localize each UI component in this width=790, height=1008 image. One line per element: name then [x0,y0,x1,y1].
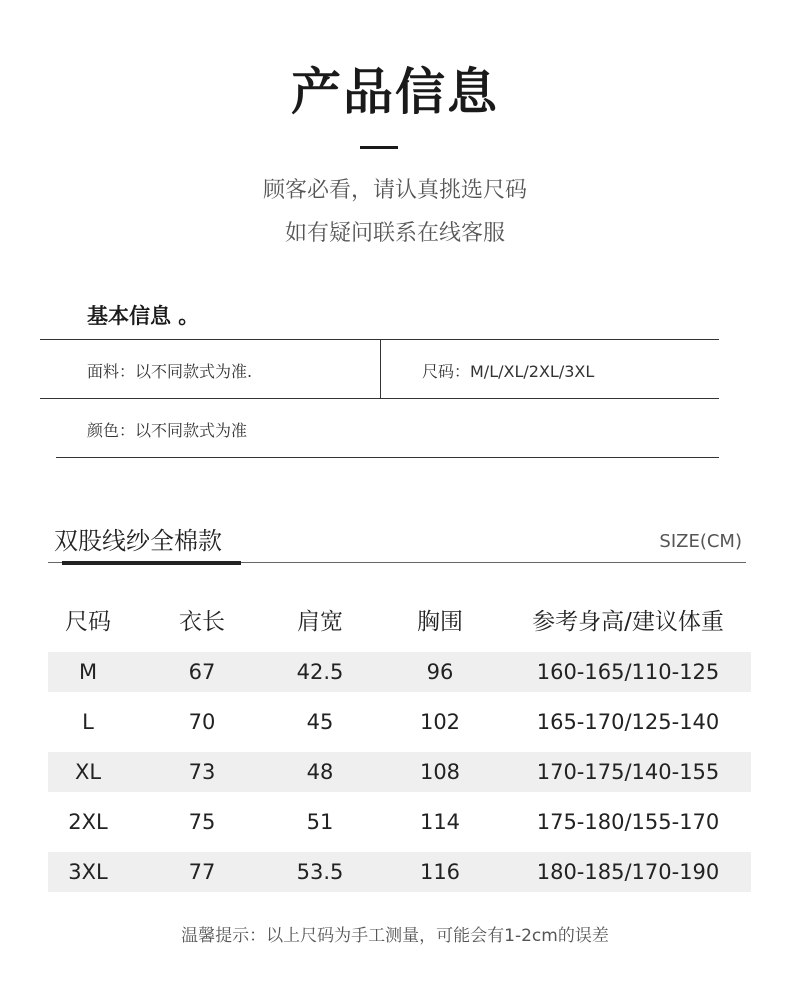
column-header-size: 尺码 [65,609,111,635]
size-unit-label: SIZE(CM) [659,531,742,552]
cell-length: 67 [188,660,216,684]
subtitle-line-1: 顾客必看，请认真挑选尺码 [262,178,527,203]
cell-height-weight: 175-180/155-170 [536,810,720,834]
cell-height-weight: 165-170/125-140 [536,710,720,734]
table-row [48,852,751,892]
cell-shoulder: 45 [306,710,334,734]
info-table-column-divider [380,339,381,398]
cell-length: 77 [188,860,216,884]
subtitle-line-2: 如有疑问联系在线客服 [284,221,505,246]
title-divider [360,146,398,149]
measurement-note: 温馨提示：以上尺码为手工测量，可能会有1-2cm的误差 [181,926,609,946]
size-table-header [48,602,751,642]
cell-size: M [78,660,98,684]
cell-height-weight: 160-165/110-125 [536,660,720,684]
info-table-middle-border [40,398,719,399]
cell-shoulder: 48 [306,760,334,784]
cell-size: 2XL [68,810,108,834]
cell-length: 75 [188,810,216,834]
table-row [48,652,751,692]
cell-shoulder: 51 [306,810,334,834]
info-table-bottom-border [56,457,719,458]
cell-chest: 116 [419,860,461,884]
cell-height-weight: 180-185/170-190 [536,860,720,884]
cell-chest: 108 [419,760,461,784]
color-info: 颜色：以不同款式为准 [87,421,248,440]
fabric-info: 面料：以不同款式为准. [87,362,253,381]
cell-shoulder: 53.5 [296,860,344,884]
cell-size: XL [74,760,102,784]
cell-height-weight: 170-175/140-155 [536,760,720,784]
cell-size: 3XL [68,860,108,884]
size-chart-heading: 双股线纱全棉款 [54,527,222,555]
basic-info-heading: 基本信息 。 [87,304,200,328]
column-header-shoulder: 肩宽 [297,609,343,635]
cell-length: 70 [188,710,216,734]
table-row [48,802,751,842]
size-chart-heading-underline [62,561,241,565]
column-header-chest: 胸围 [417,609,463,635]
page-title: 产品信息 [291,63,499,121]
table-row [48,702,751,742]
column-header-length: 衣长 [179,609,225,635]
cell-size: L [82,710,94,734]
cell-chest: 96 [426,660,454,684]
cell-chest: 114 [419,810,461,834]
table-row [48,752,751,792]
column-header-height-weight: 参考身高/建议体重 [532,609,724,635]
cell-length: 73 [188,760,216,784]
sizes-info: 尺码：M/L/XL/2XL/3XL [422,362,595,381]
cell-shoulder: 42.5 [296,660,344,684]
cell-chest: 102 [419,710,461,734]
